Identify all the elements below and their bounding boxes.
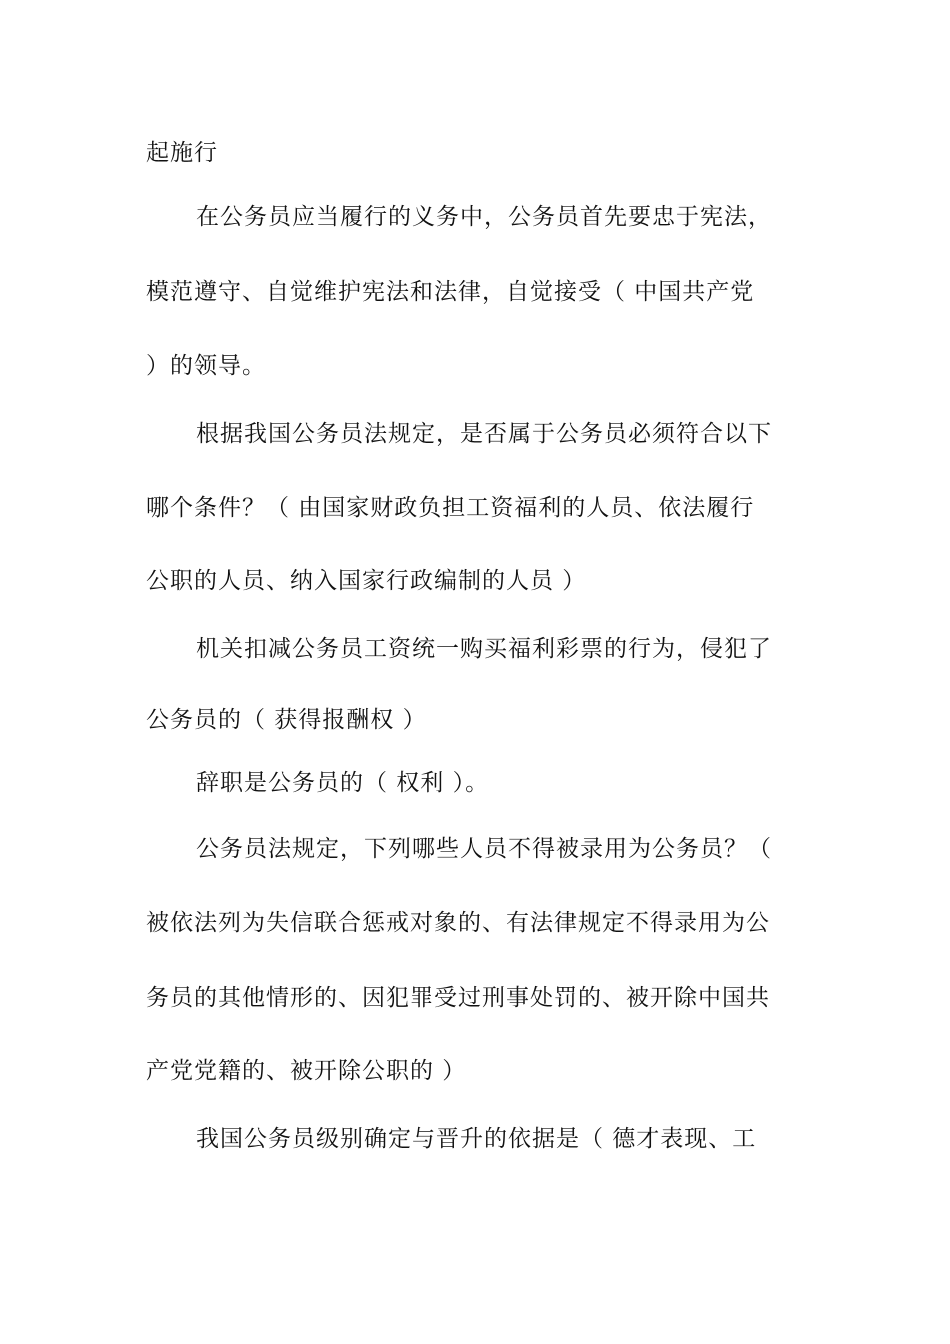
text-line-7: 公职的人员、纳入国家行政编制的人员 ） [146, 568, 587, 594]
text-line-13: 务员的其他情形的、因犯罪受过刑事处罚的、被开除中国共 [146, 985, 770, 1011]
text-line-1: 起施行 [146, 140, 218, 166]
text-line-9: 公务员的（ 获得报酬权 ） [146, 707, 427, 733]
text-line-3: 模范遵守、自觉维护宪法和法律，自觉接受（ 中国共产党 [146, 279, 755, 305]
text-line-15: 我国公务员级别确定与晋升的依据是（ 德才表现、工 [196, 1126, 757, 1152]
text-line-14: 产党党籍的、被开除公职的 ） [146, 1058, 467, 1084]
text-line-6: 哪个条件？（ 由国家财政负担工资福利的人员、依法履行 [146, 495, 755, 521]
text-line-5: 根据我国公务员法规定，是否属于公务员必须符合以下 [196, 421, 772, 447]
text-line-11: 公务员法规定，下列哪些人员不得被录用为公务员？（ [196, 836, 772, 862]
text-line-2: 在公务员应当履行的义务中，公务员首先要忠于宪法， [196, 204, 772, 230]
text-line-12: 被依法列为失信联合惩戒对象的、有法律规定不得录用为公 [146, 910, 770, 936]
text-line-8: 机关扣减公务员工资统一购买福利彩票的行为，侵犯了 [196, 636, 772, 662]
text-line-4: ）的领导。 [146, 353, 266, 379]
text-line-10: 辞职是公务员的（ 权利 ）。 [196, 770, 490, 796]
